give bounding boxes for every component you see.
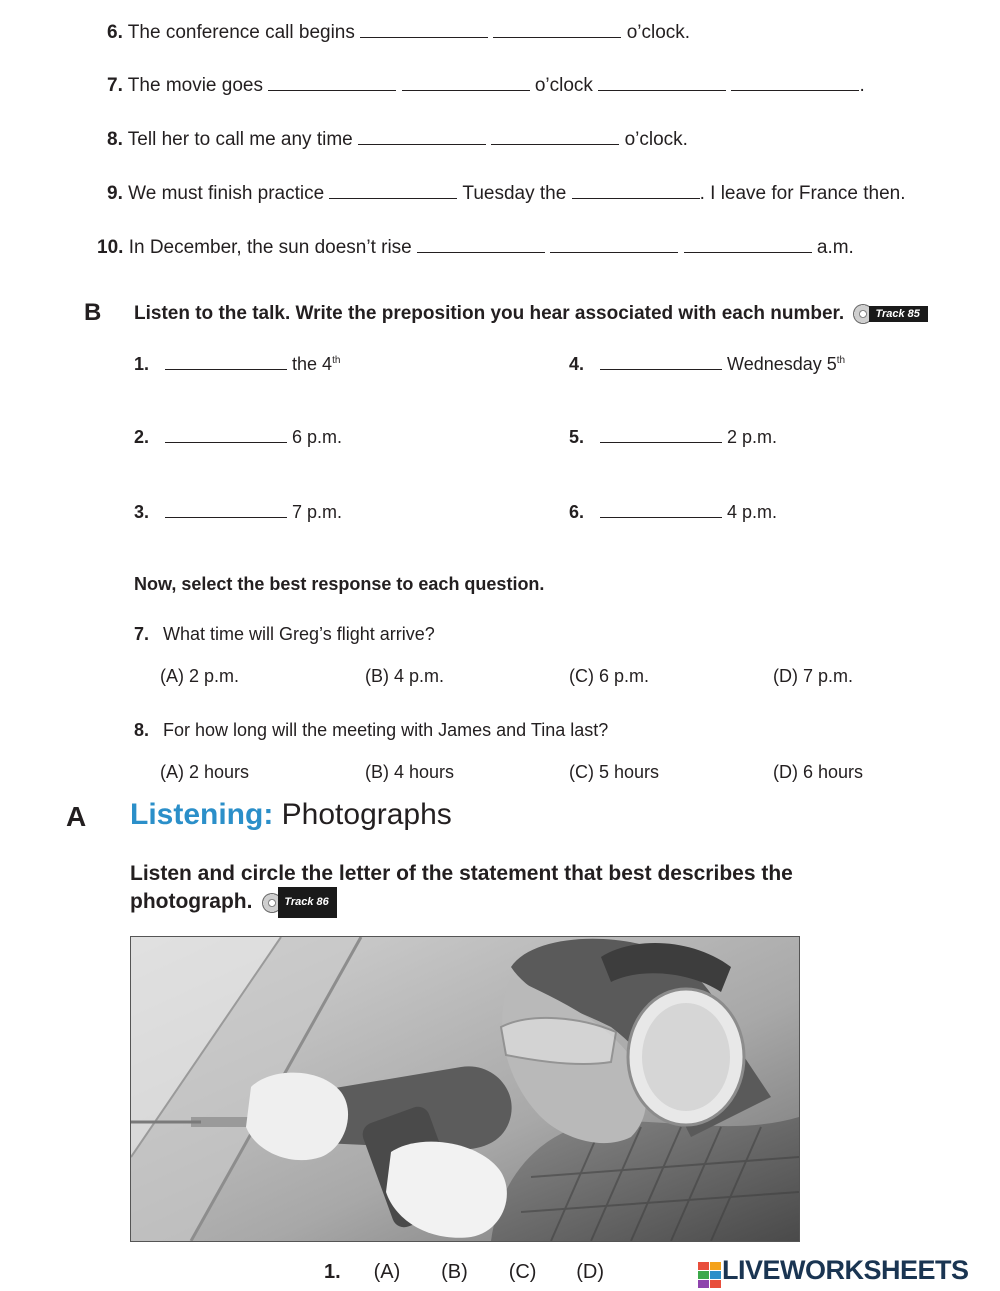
photo-option-c[interactable]: (C) [508, 1261, 537, 1283]
instruction-text: Listen to the talk. Write the preposition you hear associated with each number. [134, 303, 845, 325]
sentence-number: 6. [107, 22, 123, 43]
track-85-badge[interactable] [853, 303, 927, 325]
section-a-title [130, 798, 452, 832]
answer-blank[interactable] [550, 237, 678, 253]
answer-blank[interactable] [402, 75, 530, 91]
section-a-instruction [130, 860, 793, 918]
item-text: Wednesday 5 [727, 354, 837, 374]
item-number: 2. [134, 427, 150, 447]
title-blue: Listening: [130, 798, 274, 831]
photo-option-b[interactable]: (B) [441, 1261, 468, 1283]
photo-answer-row [324, 1261, 616, 1284]
track-label: Track 85 [869, 306, 927, 322]
prep-item-2 [134, 427, 342, 448]
q7-option-d[interactable]: (D) 7 p.m. [773, 666, 854, 686]
title-rest: Photographs [281, 798, 452, 831]
sentence-text: o’clock [534, 75, 593, 96]
item-text: 2 p.m. [727, 427, 778, 447]
sentence-9 [107, 183, 906, 205]
q7-option-b[interactable]: (B) 4 p.m. [365, 666, 445, 686]
photograph [130, 936, 800, 1242]
item-number: 6. [569, 502, 585, 522]
sentence-text: The conference call begins [127, 22, 355, 43]
sentence-7 [107, 75, 865, 97]
answer-blank[interactable] [417, 237, 545, 253]
prep-item-6 [569, 502, 777, 523]
answer-blank[interactable] [165, 354, 287, 370]
item-sup: th [332, 355, 341, 366]
instruction-line-2-text: photograph. [130, 890, 253, 914]
item-text: 4 p.m. [727, 502, 778, 522]
answer-blank[interactable] [268, 75, 396, 91]
answer-blank[interactable] [165, 502, 287, 518]
sentence-text: The movie goes [127, 75, 263, 96]
answer-blank[interactable] [329, 183, 457, 199]
logo-icon [698, 1262, 722, 1288]
prep-item-3 [134, 502, 342, 523]
instruction-line-1: Listen and circle the letter of the statement that best describes the [130, 862, 793, 885]
answer-blank[interactable] [572, 183, 700, 199]
sentence-text: o’clock. [626, 22, 691, 43]
q8-option-c[interactable]: (C) 5 hours [569, 762, 660, 782]
answer-blank[interactable] [165, 427, 287, 443]
instruction-line-2 [130, 887, 793, 918]
answer-blank[interactable] [600, 427, 722, 443]
item-sup: th [836, 355, 846, 366]
item-text: 6 p.m. [292, 427, 343, 447]
question-8 [134, 720, 608, 741]
prep-item-4 [569, 354, 845, 375]
subinstruction: Now, select the best response to each question. [134, 574, 545, 594]
answer-blank[interactable] [360, 22, 488, 38]
photo-option-d[interactable]: (D) [576, 1261, 605, 1283]
q7-option-c[interactable]: (C) 6 p.m. [569, 666, 650, 686]
liveworksheets-logo[interactable] [698, 1255, 969, 1288]
prep-item-1 [134, 354, 340, 375]
section-a-letter: A [66, 801, 87, 832]
sentence-text: o’clock. [624, 129, 688, 150]
item-number: 4. [569, 354, 585, 374]
section-b-letter: B [84, 299, 102, 326]
sentence-number: 8. [107, 129, 123, 150]
sentence-number: 10. [97, 237, 124, 258]
sentence-text: a.m. [816, 237, 854, 258]
photo-option-a[interactable]: (A) [373, 1261, 401, 1283]
answer-number: 1. [324, 1261, 341, 1283]
sentence-10 [97, 237, 854, 259]
photograph-illustration [131, 937, 799, 1241]
sentence-text: In December, the sun doesn’t rise [128, 237, 412, 258]
prep-item-5 [569, 427, 777, 448]
sentence-text: Tuesday the [462, 183, 567, 204]
sentence-text: . I leave for France then. [699, 183, 906, 204]
item-number: 1. [134, 354, 150, 374]
logo-text: LIVEWORKSHEETS [722, 1255, 969, 1285]
q8-option-b[interactable]: (B) 4 hours [365, 762, 455, 782]
question-7 [134, 624, 435, 645]
sentence-8 [107, 129, 688, 151]
item-text: the 4 [292, 354, 333, 374]
answer-blank[interactable] [684, 237, 812, 253]
sentence-text: We must finish practice [128, 183, 325, 204]
track-86-badge[interactable] [262, 887, 336, 918]
answer-blank[interactable] [493, 22, 621, 38]
item-number: 5. [569, 427, 585, 447]
sentence-text: . [859, 75, 865, 96]
answer-blank[interactable] [731, 75, 859, 91]
q8-option-a[interactable]: (A) 2 hours [160, 762, 250, 782]
section-b-instruction [134, 303, 928, 325]
answer-blank[interactable] [600, 354, 722, 370]
question-text: For how long will the meeting with James and Tina last? [163, 720, 609, 740]
question-number: 7. [134, 624, 150, 644]
question-number: 8. [134, 720, 150, 740]
item-number: 3. [134, 502, 150, 522]
answer-blank[interactable] [598, 75, 726, 91]
item-text: 7 p.m. [292, 502, 343, 522]
question-text: What time will Greg’s flight arrive? [163, 624, 435, 644]
q7-option-a[interactable]: (A) 2 p.m. [160, 666, 240, 686]
answer-blank[interactable] [358, 129, 486, 145]
sentence-number: 7. [107, 75, 123, 96]
q8-option-d[interactable]: (D) 6 hours [773, 762, 864, 782]
answer-blank[interactable] [491, 129, 619, 145]
sentence-number: 9. [107, 183, 123, 204]
track-label: Track 86 [278, 887, 336, 918]
sentence-text: Tell her to call me any time [127, 129, 353, 150]
sentence-6 [107, 22, 690, 44]
answer-blank[interactable] [600, 502, 722, 518]
